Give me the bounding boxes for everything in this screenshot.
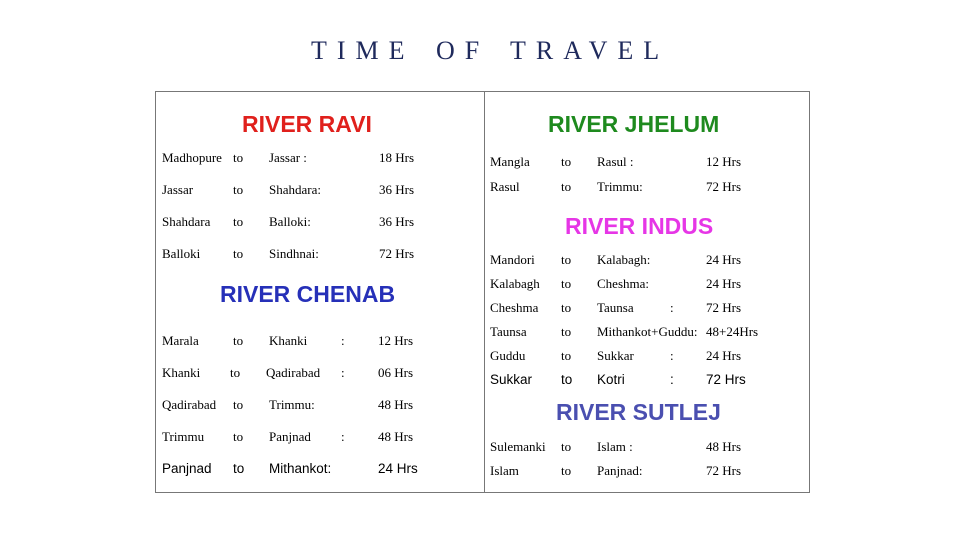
row-from-station: Panjnad <box>162 461 212 476</box>
row-to-word: to <box>233 246 244 261</box>
row-to-word: to <box>233 461 245 476</box>
row-to-word: to <box>561 348 572 363</box>
column-divider <box>484 91 485 493</box>
row-from-station: Cheshma <box>490 300 539 315</box>
row-duration: 24 Hrs <box>706 252 742 267</box>
row-duration: 48+24Hrs <box>706 324 759 339</box>
row-from-station: Khanki <box>162 365 201 380</box>
row-duration: 24 Hrs <box>706 276 742 291</box>
row-duration: 18 Hrs <box>379 150 415 165</box>
row-from-station: Balloki <box>162 246 201 261</box>
row-to-station: Trimmu: <box>597 179 643 194</box>
title-word-time: TIME <box>311 36 415 65</box>
row-from-station: Rasul <box>490 179 520 194</box>
row-colon: : <box>670 372 674 387</box>
row-from-station: Marala <box>162 333 199 348</box>
row-duration: 72 Hrs <box>379 246 415 261</box>
row-duration: 36 Hrs <box>379 214 415 229</box>
row-to-word: to <box>561 324 572 339</box>
row-duration: 12 Hrs <box>706 154 742 169</box>
row-duration: 72 Hrs <box>706 372 746 387</box>
row-to-word: to <box>561 252 572 267</box>
row-to-station: Sindhnai: <box>269 246 319 261</box>
row-to-word: to <box>561 276 572 291</box>
row-duration: 48 Hrs <box>378 397 414 412</box>
row-to-word: to <box>561 154 572 169</box>
row-to-word: to <box>561 463 572 478</box>
row-duration: 24 Hrs <box>378 461 418 476</box>
row-to-station: Mithankot+Guddu: <box>597 324 698 339</box>
page-title <box>0 36 960 68</box>
row-colon: : <box>341 333 345 348</box>
row-colon: : <box>670 348 674 363</box>
row-duration: 24 Hrs <box>706 348 742 363</box>
row-duration: 72 Hrs <box>706 300 742 315</box>
row-from-station: Kalabagh <box>490 276 540 291</box>
row-from-station: Qadirabad <box>162 397 217 412</box>
row-from-station: Madhopure <box>162 150 222 165</box>
row-from-station: Guddu <box>490 348 526 363</box>
chenab-heading: RIVER CHENAB <box>220 281 396 307</box>
row-to-word: to <box>233 150 244 165</box>
row-to-station: Sukkar <box>597 348 634 363</box>
row-duration: 48 Hrs <box>378 429 414 444</box>
row-from-station: Jassar <box>162 182 194 197</box>
row-to-word: to <box>561 372 573 387</box>
row-to-station: Rasul : <box>597 154 634 169</box>
row-duration: 72 Hrs <box>706 179 742 194</box>
title-word-of: OF <box>436 36 490 65</box>
row-from-station: Sukkar <box>490 372 533 387</box>
row-to-word: to <box>230 365 241 380</box>
row-from-station: Trimmu <box>162 429 205 444</box>
row-duration: 72 Hrs <box>706 463 742 478</box>
row-to-word: to <box>561 439 572 454</box>
row-duration: 48 Hrs <box>706 439 742 454</box>
row-from-station: Shahdara <box>162 214 211 229</box>
row-from-station: Islam <box>490 463 519 478</box>
row-duration: 12 Hrs <box>378 333 414 348</box>
row-to-word: to <box>233 397 244 412</box>
row-to-word: to <box>233 333 244 348</box>
row-colon: : <box>341 429 345 444</box>
row-from-station: Mandori <box>490 252 535 267</box>
row-to-station: Khanki <box>269 333 308 348</box>
row-to-station: Taunsa <box>597 300 634 315</box>
row-to-station: Mithankot: <box>269 461 332 476</box>
row-colon: : <box>670 300 674 315</box>
row-to-station: Shahdara: <box>269 182 321 197</box>
row-to-station: Kalabagh: <box>597 252 651 267</box>
row-from-station: Mangla <box>490 154 530 169</box>
jhelum-heading: RIVER JHELUM <box>548 111 720 137</box>
row-to-word: to <box>233 214 244 229</box>
row-to-station: Islam : <box>597 439 633 454</box>
row-to-word: to <box>561 300 572 315</box>
row-duration: 36 Hrs <box>379 182 415 197</box>
row-duration: 06 Hrs <box>378 365 414 380</box>
sutlej-heading: RIVER SUTLEJ <box>556 399 721 425</box>
row-colon: : <box>341 365 345 380</box>
row-to-station: Kotri <box>597 372 625 387</box>
row-to-station: Jassar : <box>269 150 307 165</box>
row-to-word: to <box>233 182 244 197</box>
row-to-station: Balloki: <box>269 214 311 229</box>
row-to-station: Trimmu: <box>269 397 315 412</box>
row-to-station: Panjnad <box>269 429 311 444</box>
row-to-station: Panjnad: <box>597 463 643 478</box>
indus-heading: RIVER INDUS <box>565 213 714 239</box>
row-to-word: to <box>561 179 572 194</box>
title-word-travel: TRAVEL <box>510 36 670 65</box>
row-to-word: to <box>233 429 244 444</box>
ravi-heading: RIVER RAVI <box>242 111 372 137</box>
row-to-station: Cheshma: <box>597 276 649 291</box>
row-from-station: Sulemanki <box>490 439 546 454</box>
row-from-station: Taunsa <box>490 324 527 339</box>
row-to-station: Qadirabad <box>266 365 321 380</box>
